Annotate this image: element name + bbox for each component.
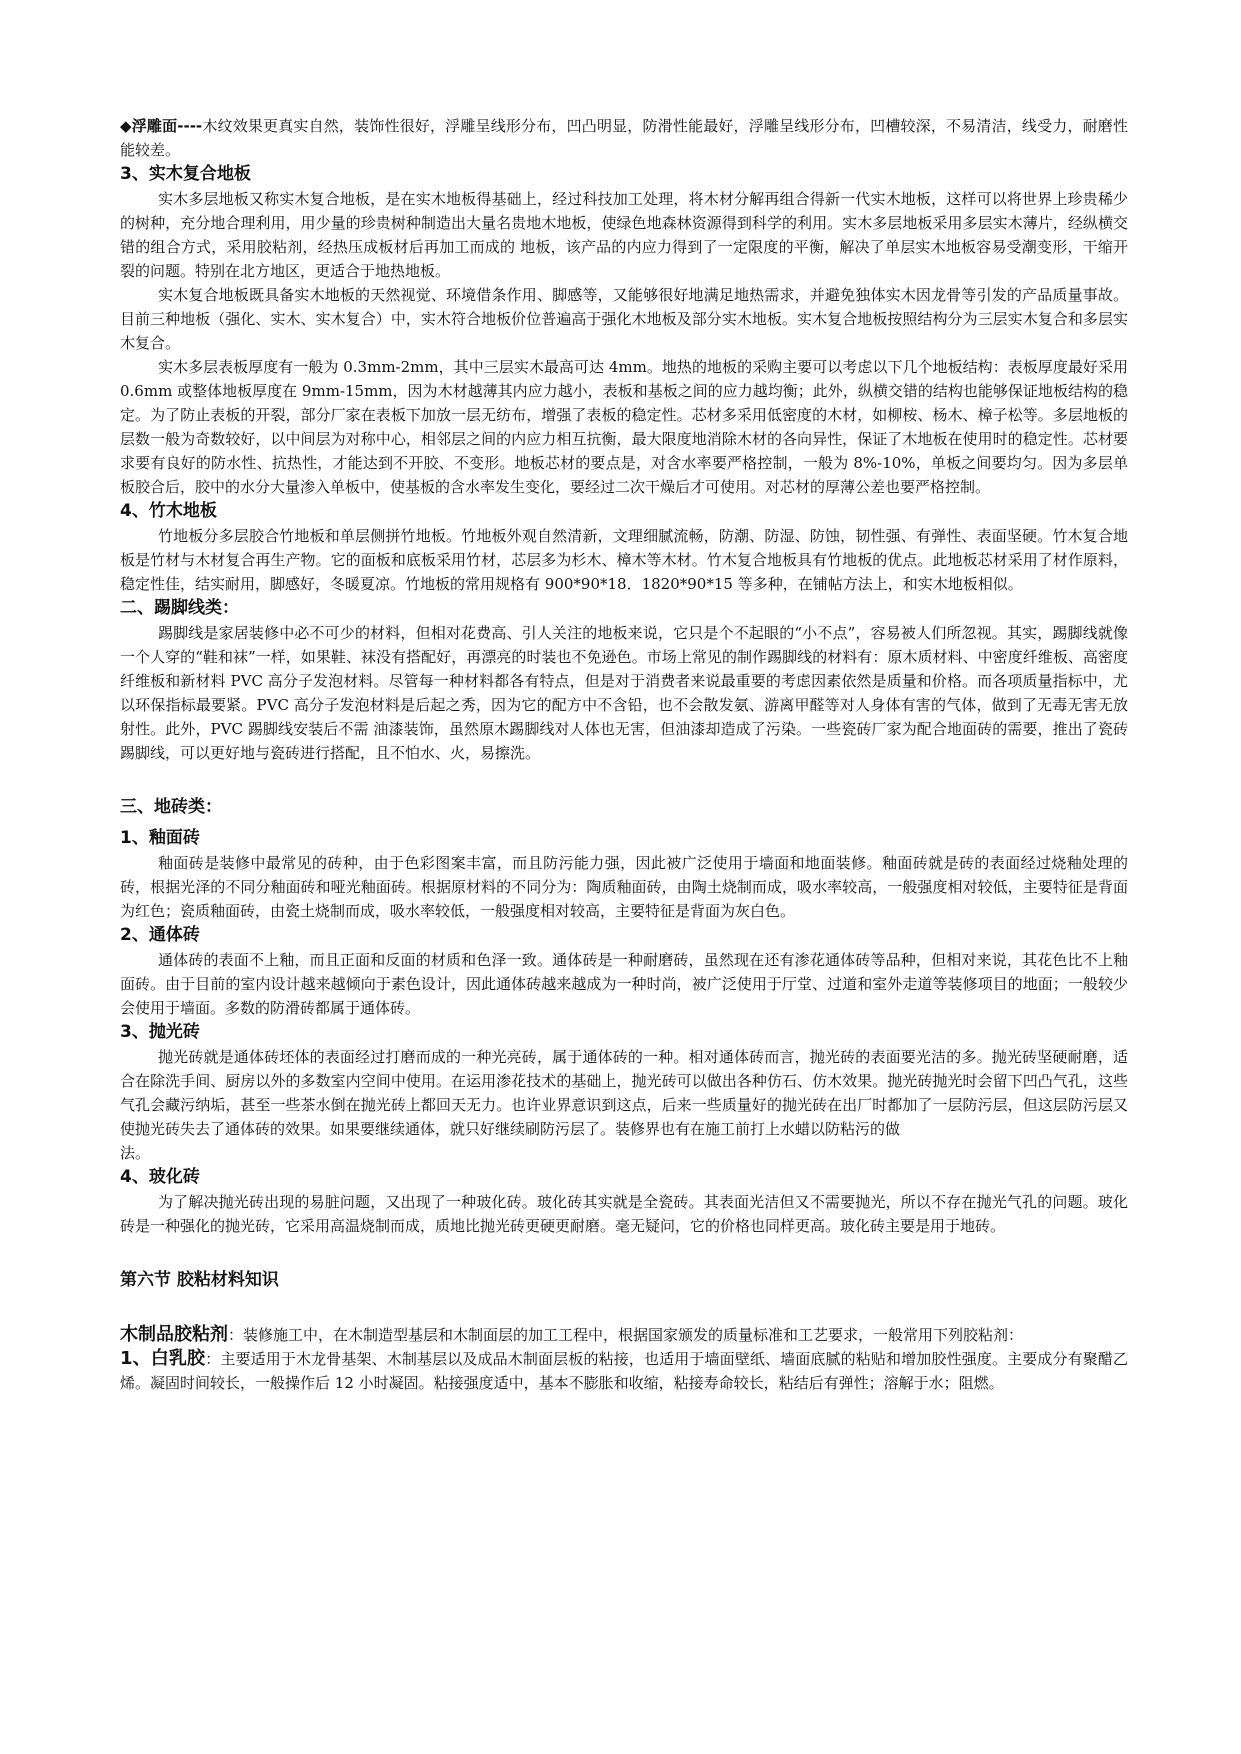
paragraph: 抛光砖就是通体砖坯体的表面经过打磨而成的一种光亮砖，属于通体砖的一种。相对通体砖而言，抛光砖的表面要光洁的多。抛光砖坚硬耐磨，适合在除洗手间、厨房以外的多数室内空间中使用。在运用渗花技术的基础上，抛光砖可以做出各种仿石、仿木效果。抛光砖抛光时会留下凹凸气孔，这些气孔会藏污纳垢，甚至一些茶水倒在抛光砖上都回天无力。也许业界意识到这点，后来一些质量好的抛光砖在出厂时都加了一层防污层，但这层防污层又使抛光砖失去了通体砖的效果。如果要继续通体，就只好继续刷防污层了。装修界也有在施工前打上水蜡以防粘污的做	[120, 1048, 1128, 1138]
part-heading-skirting: 二、踢脚线类：	[120, 598, 239, 618]
wood-adhesive-paragraph	[120, 1323, 1128, 1347]
wood-adhesive-text: ：装修施工中，在木制造型基层和木制面层的加工工程中，根据国家颁发的质量标准和工艺要求，一般常用下列胶粘剂：	[228, 1326, 1024, 1344]
white-glue-lead: 1、白乳胶	[120, 1348, 206, 1369]
white-glue-text: ：主要适用于木龙骨基架、木制基层以及成品木制面层板的粘接，也适用于墙面壁纸、墙面底腻的粘贴和增加胶性强度。主要成分有聚醋乙烯。凝固时间较长，一般操作后 12 小时凝固。粘接强度适中，基本不膨胀和收缩，粘接寿命较长，粘结后有弹性；溶解于水；阻燃。	[120, 1350, 1128, 1392]
wood-adhesive-lead: 木制品胶粘剂	[120, 1324, 228, 1345]
paragraph: 通体砖的表面不上釉，而且正面和反面的材质和色泽一致。通体砖是一种耐磨砖，虽然现在还有渗花通体砖等品种，但相对来说，其花色比不上釉面砖。由于目前的室内设计越来越倾向于素色设计，因此通体砖越来越成为一种时尚，被广泛使用于厅堂、过道和室外走道等装修项目的地面；一般较少会使用于墙面。多数的防滑砖都属于通体砖。	[120, 951, 1128, 1017]
section-heading-glazed-tile: 1、釉面砖	[120, 828, 200, 848]
paragraph-tail: 法。	[120, 1144, 151, 1162]
white-glue-paragraph	[120, 1347, 1128, 1395]
document-page	[120, 114, 1128, 1395]
intro-lead: ◆浮雕面----	[120, 117, 203, 135]
paragraph: 釉面砖是装修中最常见的砖种，由于色彩图案丰富，而且防污能力强，因此被广泛使用于墙面和地面装修。釉面砖就是砖的表面经过烧釉处理的砖，根据光泽的不同分釉面砖和哑光釉面砖。根据原材料的不同分为：陶质釉面砖，由陶土烧制而成，吸水率较高，一般强度相对较低，主要特征是背面为红色；瓷质釉面砖，由瓷土烧制而成，吸水率较低，一般强度相对较高，主要特征是背面为灰白色。	[120, 854, 1128, 920]
paragraph: 实木复合地板既具备实木地板的天然视觉、环境借条作用、脚感等，又能够很好地满足地热需求，并避免独体实木因龙骨等引发的产品质量事故。目前三种地板（强化、实木、实木复合）中，实木符合地板价位普遍高于强化木地板及部分实木地板。实木复合地板按照结构分为三层实木复合和多层实木复合。	[120, 286, 1128, 352]
section-heading-solid-composite: 3、实木复合地板	[120, 164, 251, 184]
section-heading-vitrified-tile: 4、玻化砖	[120, 1167, 200, 1187]
section-heading-polished-tile: 3、抛光砖	[120, 1022, 200, 1042]
section-heading-bamboo: 4、竹木地板	[120, 501, 217, 521]
intro-paragraph	[120, 114, 1128, 162]
paragraph: 为了解决抛光砖出现的易脏问题，又出现了一种玻化砖。玻化砖其实就是全瓷砖。其表面光洁但又不需要抛光，所以不存在抛光气孔的问题。玻化砖是一种强化的抛光砖，它采用高温烧制而成，质地比抛光砖更硬更耐磨。毫无疑问，它的价格也同样更高。玻化砖主要是用于地砖。	[120, 1193, 1128, 1235]
paragraph: 实木多层表板厚度有一般为 0.3mm-2mm，其中三层实木最高可达 4mm。地热的地板的采购主要可以考虑以下几个地板结构：表板厚度最好采用 0.6mm 或整体地板厚度在 9mm-15mm，因为木材越薄其内应力越小，表板和基板之间的应力越均衡；此外，纵横交错的结构也能够保证地板结构的稳定。为了防止表板的开裂，部分厂家在表板下加放一层无纺布，增强了表板的稳定性。芯材多采用低密度的木材，如柳桉、杨木、樟子松等。多层地板的层数一般为奇数较好，以中间层为对称中心，相邻层之间的内应力相互抗衡，最大限度地消除木材的各向异性，保证了木地板在使用时的稳定性。芯材要求要有良好的防水性、抗热性，才能达到不开胶、不变形。地板芯材的要点是，对含水率要严格控制，一般为 8%-10%，单板之间要均匀。因为多层单板胶合后，胶中的水分大量渗入单板中，使基板的含水率发生变化，要经过二次干燥后才可使用。对芯材的厚薄公差也要严格控制。	[120, 358, 1128, 496]
paragraph: 实木多层地板又称实木复合地板，是在实木地板得基础上，经过科技加工处理，将木材分解再组合得新一代实木地板，这样可以将世界上珍贵稀少的树种，充分地合理利用，用少量的珍贵树种制造出大量名贵地木地板，使绿色地森林资源得到科学的利用。实木多层地板采用多层实木薄片，经纵横交错的组合方式，采用胶粘剂，经热压成板材后再加工而成的 地板，该产品的内应力得到了一定限度的平衡，解决了单层实木地板容易受潮变形，干缩开裂的问题。特别在北方地区，更适合于地热地板。	[120, 190, 1128, 280]
intro-text: 木纹效果更真实自然，装饰性很好，浮雕呈线形分布，凹凸明显，防滑性能最好，浮雕呈线形分布，凹槽较深，不易清洁，线受力，耐磨性能较差。	[120, 117, 1128, 159]
paragraph: 踢脚线是家居装修中必不可少的材料，但相对花费高、引人关注的地板来说，它只是个不起眼的“小不点”，容易被人们所忽视。其实，踢脚线就像一个人穿的“鞋和袜”一样，如果鞋、袜没有搭配好，再漂亮的时装也不免逊色。市场上常见的制作踢脚线的材料有：原木质材料、中密度纤维板、高密度纤维板和新材料 PVC 高分子发泡材料。尽管每一种材料都各有特点，但是对于消费者来说最重要的考虑因素依然是质量和价格。而各项质量指标中，尤以环保指标最要紧。PVC 高分子发泡材料是后起之秀，因为它的配方中不含铅，也不会散发氨、游离甲醛等对人身体有害的气体，做到了无毒无害无放射性。此外，PVC 踢脚线安装后不需 油漆装饰，虽然原木踢脚线对人体也无害，但油漆却造成了污染。一些瓷砖厂家为配合地面砖的需要，推出了瓷砖踢脚线，可以更好地与瓷砖进行搭配，且不怕水、火，易擦洗。	[120, 624, 1128, 762]
chapter-heading-adhesives: 第六节 胶粘材料知识	[120, 1270, 279, 1290]
part-heading-tiles: 三、地砖类：	[120, 797, 222, 817]
section-heading-full-body-tile: 2、通体砖	[120, 925, 200, 945]
paragraph: 竹地板分多层胶合竹地板和单层侧拼竹地板。竹地板外观自然清新，文理细腻流畅，防潮、防湿、防蚀，韧性强、有弹性、表面坚硬。竹木复合地板是竹材与木材复合再生产物。它的面板和底板采用竹材，芯层多为杉木、樟木等木材。竹木复合地板具有竹地板的优点。此地板芯材采用了材作原料，稳定性佳，结实耐用，脚感好，冬暖夏凉。竹地板的常用规格有 900*90*18．1820*90*15 等多种，在铺帖方法上，和实木地板相似。	[120, 527, 1128, 593]
